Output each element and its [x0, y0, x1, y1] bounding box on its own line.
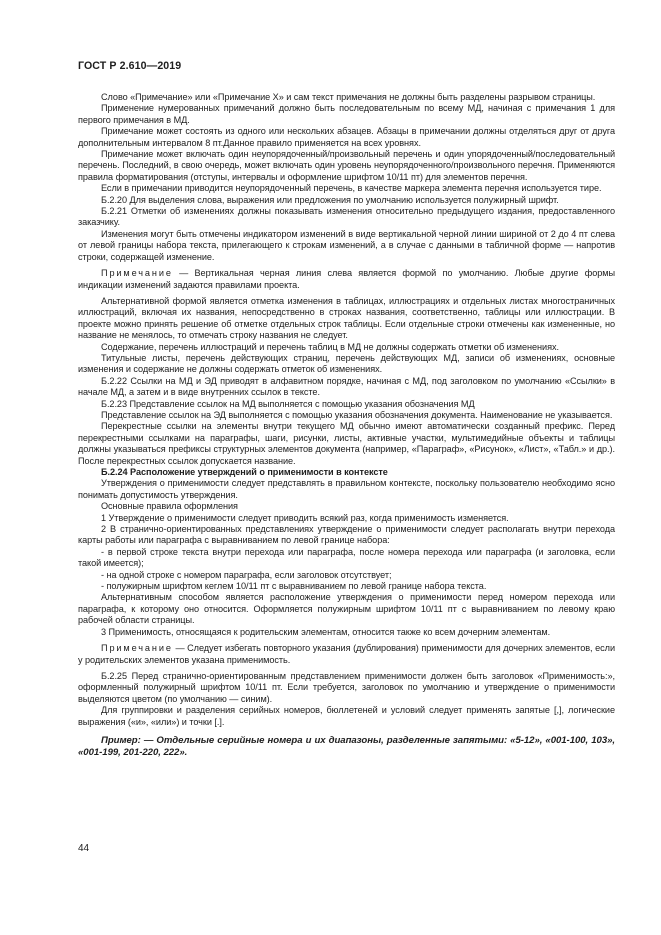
- document-header: ГОСТ Р 2.610—2019: [78, 60, 182, 72]
- paragraph: Изменения могут быть отмечены индикатором изменений в виде вертикальной черной линии шириной от 2 до 4 пт слева от левой границы набора текста, прилегающего к строкам изменений, а в случае с данными в табличной форме — напротив строки, содержащей изменение.: [78, 228, 615, 262]
- paragraph: Содержание, перечень иллюстраций и перечень таблиц в МД не должны содержать отметки об изменениях.: [101, 341, 559, 352]
- paragraph: Основные правила оформления: [101, 501, 238, 512]
- paragraph: Титульные листы, перечень действующих страниц, перечень действующих МД, записи об изменениях, основные изменения и содержание не должны содержать отметок об изменениях.: [78, 352, 615, 375]
- note-label-2: Примечание: [101, 643, 173, 654]
- note-text: — Вертикальная черная линия слева является формой по умолчанию. Любые другие формы индикации изменений задаются правилами проекта.: [78, 268, 615, 290]
- paragraph: Примечание может включать один неупорядоченный/произвольный перечень и один упорядоченный/последовательный перечень. Последний, в свою очередь, может включать один уровень неупорядоченного/произвольного перечня. Применяются правила форматирования (отступы, интервалы и оформление шрифтом 10/11 пт) для элементов перечня.: [78, 149, 615, 182]
- paragraph: Слово «Примечание» или «Примечание X» и сам текст примечания не должны быть разделены разрывом страницы.: [101, 92, 596, 102]
- paragraph: Представление ссылок на ЭД выполняется с помощью указания обозначения документа. Наименование не указывается.: [101, 409, 613, 420]
- paragraph: Перекрестные ссылки на элементы внутри текущего МД обычно имеют автоматически созданный префикс. Перед перекрестными ссылками на параграфы, шаги, рисунки, листы, активные участки, мультимедийные объекты и таблицы должны указываться префиксы структурных элементов документа (например, «Параграф», «Рисунок», «Лист», «Табл.» и др.). После перекрестных ссылок допускается название.: [78, 421, 615, 466]
- paragraph: Применение нумерованных примечаний должно быть последовательным по всему МД, начиная с примечания 1 для первого примечания в МД.: [78, 103, 615, 125]
- paragraph: Б.2.25 Перед странично-ориентированным представлением применимости должен быть заголовок «Применимость:», оформленный полужирный шрифтом 10/11 пт. Если требуется, заголовок по умолчанию и утверждение о применимости выделяются цветом (по умолчанию — синим).: [78, 670, 615, 704]
- paragraph: Б.2.21 Отметки об изменениях должны показывать изменения относительно предыдущего издания, предоставленного заказчику.: [78, 206, 615, 228]
- example: Пример: — Отдельные серийные номера и их диапазоны, разделенные запятыми: «5-12», «001-100, 103», «001-199, 201-220, 222».: [78, 734, 615, 758]
- paragraph: Альтернативной формой является отметка изменения в таблицах, иллюстрациях и отдельных листах многостраничных иллюстраций, включая их названия, непосредственно в строках названия, соответственно, таблицы или иллюстрации. В проекте можно принять решение об отметке отдельных строк таблицы. Если отдельные строки отмечены как измененные, но название не менялось, то отмечать строку названия не следует.: [78, 295, 615, 341]
- list-item: 3 Применимость, относящаяся к родительским элементам, относится также ко всем дочерним элементам.: [101, 626, 551, 637]
- paragraph: Для группировки и разделения серийных номеров, бюллетеней и условий следует применять запятые [,], логические выражения («и», «или») и точки [.].: [78, 705, 615, 727]
- note-label: Примечание: [101, 268, 173, 279]
- list-item: - на одной строке с номером параграфа, если заголовок отсутствует;: [101, 569, 392, 580]
- paragraph: Б.2.20 Для выделения слова, выражения или предложения по умолчанию используется полужирный шрифт.: [101, 194, 559, 205]
- page-number: 44: [78, 843, 90, 854]
- paragraph: Б.2.23 Представление ссылок на МД выполняется с помощью указания обозначения МД: [101, 398, 475, 409]
- list-item: - полужирным шрифтом кеглем 10/11 пт с выравниванием по левой границе набора текста.: [101, 581, 487, 592]
- list-item: 1 Утверждение о применимости следует приводить всякий раз, когда применимость изменяется.: [101, 512, 509, 523]
- list-item: - в первой строке текста внутри перехода или параграфа, после номера перехода или параграфа (и заголовка, если такой имеется);: [78, 546, 615, 569]
- document-body: [78, 92, 615, 759]
- section-heading: Б.2.24 Расположение утверждений о применимости в контексте: [101, 467, 388, 477]
- note-text: — Следует избегать повторного указания (дублирования) применимости для дочерних элементов, если у родительских элементов указана применимость.: [78, 643, 615, 665]
- paragraph: Если в примечании приводится неупорядоченный перечень, в качестве маркера элемента перечня используется тире.: [101, 183, 602, 194]
- paragraph: Примечание может состоять из одного или нескольких абзацев. Абзацы в примечании должны отделяться друг от друга дополнительным интервалом 8 пт.Данное правило применяется на всех уровнях.: [78, 126, 615, 148]
- paragraph: Б.2.22 Ссылки на МД и ЭД приводят в алфавитном порядке, начиная с МД, под заголовком по умолчанию «Ссылки» в начале МД, а затем и в виде внутренних ссылок в тексте.: [78, 375, 615, 398]
- note: [78, 268, 615, 291]
- list-item: 2 В странично-ориентированных представлениях утверждение о применимости следует располагать внутри перехода карты работы или параграфа с выравниванием по левой границе набора:: [78, 524, 615, 546]
- paragraph: Альтернативным способом является расположение утверждения о применимости перед номером перехода или параграфа, к которому оно относится. Оформляется полужирным шрифтом 10/11 пт с выравниванием по левому краю рабочей области страницы.: [78, 592, 615, 626]
- note: [78, 643, 615, 666]
- paragraph: Утверждения о применимости следует представлять в правильном контексте, поскольку пользователю необходимо ясно понимать допустимость утверждения.: [78, 478, 615, 500]
